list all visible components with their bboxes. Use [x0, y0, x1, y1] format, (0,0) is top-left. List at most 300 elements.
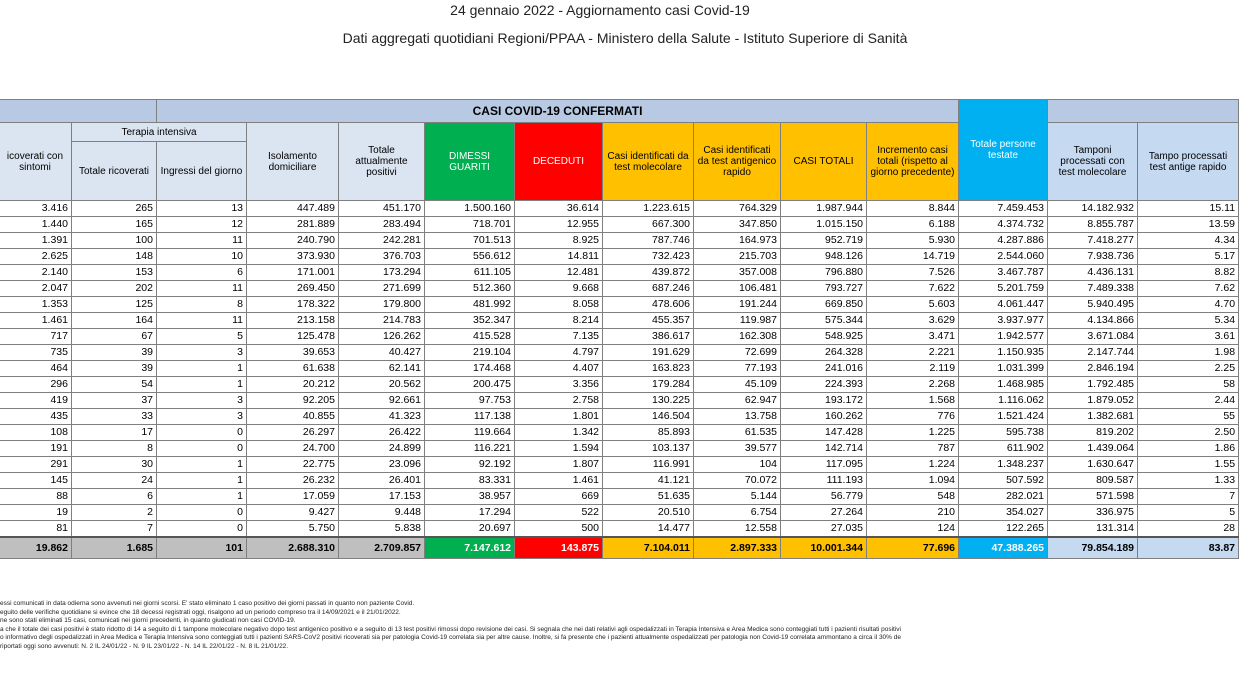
table-cell: 1.094	[867, 473, 959, 489]
table-cell: 4.061.447	[959, 297, 1048, 313]
table-cell: 153	[72, 265, 157, 281]
table-cell: 281.889	[247, 217, 339, 233]
table-cell: 20.697	[425, 521, 515, 538]
table-cell: 28	[1138, 521, 1239, 538]
table-cell: 14.811	[515, 249, 603, 265]
table-cell: 419	[0, 393, 72, 409]
table-cell: 1.382.681	[1048, 409, 1138, 425]
table-cell: 213.158	[247, 313, 339, 329]
header-ti-ingressi: Ingressi del giorno	[157, 142, 247, 201]
table-cell: 33	[72, 409, 157, 425]
header-casi-antigenico: Casi identificati da test antigenico rapido	[694, 123, 781, 201]
table-row	[0, 521, 1239, 538]
table-cell: 12.955	[515, 217, 603, 233]
table-cell: 4.436.131	[1048, 265, 1138, 281]
table-cell: 1.801	[515, 409, 603, 425]
table-cell: 119.664	[425, 425, 515, 441]
table-cell: 347.850	[694, 217, 781, 233]
table-cell: 1.568	[867, 393, 959, 409]
table-cell: 119.987	[694, 313, 781, 329]
table-cell: 336.975	[1048, 505, 1138, 521]
table-cell: 809.587	[1048, 473, 1138, 489]
table-cell: 3.61	[1138, 329, 1239, 345]
table-cell: 1.792.485	[1048, 377, 1138, 393]
table-cell: 4.374.732	[959, 217, 1048, 233]
header-ricoverati: icoverati con sintomi	[0, 123, 72, 201]
table-cell: 5.603	[867, 297, 959, 313]
table-cell: 85.893	[603, 425, 694, 441]
footnotes	[0, 600, 1200, 652]
table-row	[0, 345, 1239, 361]
table-cell: 1	[157, 473, 247, 489]
table-cell: 40.427	[339, 345, 425, 361]
table-cell: 1.461	[515, 473, 603, 489]
table-cell: 142.714	[781, 441, 867, 457]
table-cell: 2.846.194	[1048, 361, 1138, 377]
table-cell: 125	[72, 297, 157, 313]
table-cell: 1.594	[515, 441, 603, 457]
total-cell: 47.388.265	[959, 537, 1048, 559]
table-cell: 787	[867, 441, 959, 457]
header-persone-testate: Totale persone testate	[959, 100, 1048, 201]
table-cell: 687.246	[603, 281, 694, 297]
table-cell: 7.135	[515, 329, 603, 345]
table-cell: 214.783	[339, 313, 425, 329]
page-title: 24 gennaio 2022 - Aggiornamento casi Covid-19	[450, 2, 750, 18]
total-cell: 143.875	[515, 537, 603, 559]
table-cell: 9.448	[339, 505, 425, 521]
table-cell: 12.558	[694, 521, 781, 538]
table-cell: 27.264	[781, 505, 867, 521]
table-cell: 11	[157, 313, 247, 329]
table-cell: 611.105	[425, 265, 515, 281]
header-isolamento: Isolamento domiciliare	[247, 123, 339, 201]
table-cell: 5.940.495	[1048, 297, 1138, 313]
table-cell: 171.001	[247, 265, 339, 281]
covid-data-table	[0, 99, 1239, 559]
total-cell: 2.709.857	[339, 537, 425, 559]
table-cell: 571.598	[1048, 489, 1138, 505]
table-cell: 13.758	[694, 409, 781, 425]
table-cell: 4.287.886	[959, 233, 1048, 249]
table-cell: 2.44	[1138, 393, 1239, 409]
table-cell: 4.34	[1138, 233, 1239, 249]
table-cell: 481.992	[425, 297, 515, 313]
table-cell: 100	[72, 233, 157, 249]
total-cell: 2.688.310	[247, 537, 339, 559]
table-cell: 1.879.052	[1048, 393, 1138, 409]
table-cell: 163.823	[603, 361, 694, 377]
table-cell: 2.625	[0, 249, 72, 265]
table-cell: 51.635	[603, 489, 694, 505]
table-cell: 106.481	[694, 281, 781, 297]
table-cell: 415.528	[425, 329, 515, 345]
header-terapia-intensiva: Terapia intensiva	[72, 123, 247, 142]
table-cell: 215.703	[694, 249, 781, 265]
table-cell: 3	[157, 345, 247, 361]
table-cell: 1.55	[1138, 457, 1239, 473]
table-cell: 669.850	[781, 297, 867, 313]
table-cell: 17.059	[247, 489, 339, 505]
table-cell: 507.592	[959, 473, 1048, 489]
table-cell: 265	[72, 201, 157, 217]
table-cell: 45.109	[694, 377, 781, 393]
table-row	[0, 473, 1239, 489]
table-cell: 819.202	[1048, 425, 1138, 441]
table-row	[0, 233, 1239, 249]
table-cell: 2.119	[867, 361, 959, 377]
table-cell: 1.015.150	[781, 217, 867, 233]
table-cell: 7.418.277	[1048, 233, 1138, 249]
header-deceduti: DECEDUTI	[515, 123, 603, 201]
table-total-row	[0, 537, 1239, 559]
table-cell: 1.439.064	[1048, 441, 1138, 457]
table-cell: 4.407	[515, 361, 603, 377]
table-cell: 1.116.062	[959, 393, 1048, 409]
table-cell: 39	[72, 361, 157, 377]
total-cell: 19.862	[0, 537, 72, 559]
table-cell: 240.790	[247, 233, 339, 249]
table-cell: 7	[1138, 489, 1239, 505]
table-cell: 145	[0, 473, 72, 489]
table-row	[0, 201, 1239, 217]
table-cell: 37	[72, 393, 157, 409]
table-cell: 5.750	[247, 521, 339, 538]
table-cell: 61.535	[694, 425, 781, 441]
footnote-line: a che il totale dei casi positivi è stato ridotto di 14 a seguito di 1 tampone molecolare negativo dopo test antigenico positivo e a seguito di 13 test positivi rimossi dopo revisione dei casi. Si segnala che nei dati relativi agli ospedalizzati in Terapia Intensiva e Area Medica sono conteggiati tutti i pazienti risultati positivi	[0, 625, 902, 633]
table-cell: 595.738	[959, 425, 1048, 441]
table-cell: 173.294	[339, 265, 425, 281]
table-cell: 241.016	[781, 361, 867, 377]
table-cell: 178.322	[247, 297, 339, 313]
table-cell: 117.138	[425, 409, 515, 425]
table-cell: 1.440	[0, 217, 72, 233]
table-cell: 12.481	[515, 265, 603, 281]
table-cell: 5.17	[1138, 249, 1239, 265]
table-cell: 191	[0, 441, 72, 457]
table-cell: 160.262	[781, 409, 867, 425]
table-row	[0, 409, 1239, 425]
table-cell: 108	[0, 425, 72, 441]
table-row	[0, 505, 1239, 521]
table-cell: 3.356	[515, 377, 603, 393]
table-cell: 3	[157, 409, 247, 425]
table-cell: 5.930	[867, 233, 959, 249]
table-cell: 1.942.577	[959, 329, 1048, 345]
table-cell: 131.314	[1048, 521, 1138, 538]
table-banner: CASI COVID-19 CONFERMATI	[157, 100, 959, 123]
table-cell: 26.401	[339, 473, 425, 489]
table-cell: 125.478	[247, 329, 339, 345]
table-cell: 11	[157, 281, 247, 297]
table-cell: 2.147.744	[1048, 345, 1138, 361]
footnote-line: essi comunicati in data odierna sono avvenuti nei giorni scorsi. E' stato eliminato 1 caso positivo dei giorni passati in quanto non paziente Covid.	[0, 600, 415, 607]
table-cell: 4.134.866	[1048, 313, 1138, 329]
table-cell: 116.221	[425, 441, 515, 457]
table-cell: 164	[72, 313, 157, 329]
table-cell: 718.701	[425, 217, 515, 233]
table-cell: 1.461	[0, 313, 72, 329]
table-cell: 104	[694, 457, 781, 473]
total-cell: 77.696	[867, 537, 959, 559]
table-cell: 26.422	[339, 425, 425, 441]
table-cell: 373.930	[247, 249, 339, 265]
table-cell: 40.855	[247, 409, 339, 425]
table-cell: 20.212	[247, 377, 339, 393]
table-cell: 111.193	[781, 473, 867, 489]
table-cell: 162.308	[694, 329, 781, 345]
table-cell: 24	[72, 473, 157, 489]
table-cell: 1	[157, 361, 247, 377]
table-cell: 179.800	[339, 297, 425, 313]
table-cell: 2.50	[1138, 425, 1239, 441]
table-cell: 62.141	[339, 361, 425, 377]
total-cell: 10.001.344	[781, 537, 867, 559]
table-cell: 191.244	[694, 297, 781, 313]
table-cell: 732.423	[603, 249, 694, 265]
table-row	[0, 393, 1239, 409]
table-cell: 1.391	[0, 233, 72, 249]
table-cell: 669	[515, 489, 603, 505]
table-cell: 22.775	[247, 457, 339, 473]
table-cell: 455.357	[603, 313, 694, 329]
total-cell: 83.87	[1138, 537, 1239, 559]
table-cell: 4.797	[515, 345, 603, 361]
table-cell: 548.925	[781, 329, 867, 345]
header-ti-totale: Totale ricoverati	[72, 142, 157, 201]
table-row	[0, 457, 1239, 473]
table-row	[0, 361, 1239, 377]
table-cell: 164.973	[694, 233, 781, 249]
table-cell: 948.126	[781, 249, 867, 265]
table-row	[0, 441, 1239, 457]
table-cell: 1.353	[0, 297, 72, 313]
table-cell: 7.526	[867, 265, 959, 281]
table-cell: 77.193	[694, 361, 781, 377]
table-cell: 124	[867, 521, 959, 538]
table-cell: 1.223.615	[603, 201, 694, 217]
table-cell: 2.047	[0, 281, 72, 297]
table-cell: 952.719	[781, 233, 867, 249]
table-cell: 5	[157, 329, 247, 345]
header-dimessi-guariti: DIMESSI GUARITI	[425, 123, 515, 201]
table-cell: 38.957	[425, 489, 515, 505]
table-cell: 23.096	[339, 457, 425, 473]
table-cell: 39.653	[247, 345, 339, 361]
header-incremento: Incremento casi totali (rispetto al giorno precedente)	[867, 123, 959, 201]
table-row	[0, 489, 1239, 505]
table-cell: 224.393	[781, 377, 867, 393]
table-cell: 1.630.647	[1048, 457, 1138, 473]
table-cell: 3.629	[867, 313, 959, 329]
table-cell: 20.562	[339, 377, 425, 393]
footnote-line: ne sono stati eliminati 15 casi, comunicati nei giorni precedenti, in quanto giudicati non casi COVID-19.	[0, 617, 296, 625]
table-cell: 30	[72, 457, 157, 473]
table-cell: 83.331	[425, 473, 515, 489]
table-cell: 19	[0, 505, 72, 521]
total-cell: 101	[157, 537, 247, 559]
table-cell: 447.489	[247, 201, 339, 217]
table-cell: 17	[72, 425, 157, 441]
table-cell: 41.121	[603, 473, 694, 489]
table-cell: 97.753	[425, 393, 515, 409]
table-cell: 1.807	[515, 457, 603, 473]
table-cell: 1.521.424	[959, 409, 1048, 425]
table-cell: 117.095	[781, 457, 867, 473]
table-cell: 92.661	[339, 393, 425, 409]
table-cell: 70.072	[694, 473, 781, 489]
table-cell: 271.699	[339, 281, 425, 297]
table-cell: 2.268	[867, 377, 959, 393]
table-cell: 376.703	[339, 249, 425, 265]
table-row	[0, 265, 1239, 281]
table-cell: 0	[157, 505, 247, 521]
table-cell: 17.153	[339, 489, 425, 505]
total-cell: 7.104.011	[603, 537, 694, 559]
table-cell: 14.182.932	[1048, 201, 1138, 217]
table-cell: 1.225	[867, 425, 959, 441]
table-cell: 126.262	[339, 329, 425, 345]
table-row	[0, 281, 1239, 297]
table-cell: 8	[72, 441, 157, 457]
table-cell: 357.008	[694, 265, 781, 281]
table-cell: 8.82	[1138, 265, 1239, 281]
table-cell: 5.838	[339, 521, 425, 538]
table-cell: 5.201.759	[959, 281, 1048, 297]
table-cell: 548	[867, 489, 959, 505]
table-cell: 5	[1138, 505, 1239, 521]
table-row	[0, 249, 1239, 265]
table-cell: 148	[72, 249, 157, 265]
table-cell: 478.606	[603, 297, 694, 313]
table-cell: 3	[157, 393, 247, 409]
table-cell: 56.779	[781, 489, 867, 505]
table-row	[0, 377, 1239, 393]
table-cell: 12	[157, 217, 247, 233]
table-cell: 282.021	[959, 489, 1048, 505]
table-cell: 1	[157, 457, 247, 473]
table-cell: 67	[72, 329, 157, 345]
table-cell: 5.144	[694, 489, 781, 505]
table-cell: 1.224	[867, 457, 959, 473]
table-cell: 116.991	[603, 457, 694, 473]
table-cell: 36.614	[515, 201, 603, 217]
table-cell: 264.328	[781, 345, 867, 361]
header-tamponi-molecolare: Tamponi processati con test molecolare	[1048, 123, 1138, 201]
table-cell: 6.754	[694, 505, 781, 521]
table-cell: 2.25	[1138, 361, 1239, 377]
table-cell: 3.937.977	[959, 313, 1048, 329]
table-cell: 522	[515, 505, 603, 521]
table-cell: 62.947	[694, 393, 781, 409]
table-row	[0, 425, 1239, 441]
table-cell: 611.902	[959, 441, 1048, 457]
table-cell: 193.172	[781, 393, 867, 409]
table-cell: 1.150.935	[959, 345, 1048, 361]
table-row	[0, 297, 1239, 313]
table-cell: 764.329	[694, 201, 781, 217]
page-subtitle: Dati aggregati quotidiani Regioni/PPAA - Ministero della Salute - Istituto Superiore di Sanità	[342, 30, 908, 46]
table-cell: 210	[867, 505, 959, 521]
table-cell: 1.987.944	[781, 201, 867, 217]
table-cell: 24.899	[339, 441, 425, 457]
table-cell: 269.450	[247, 281, 339, 297]
table-cell: 103.137	[603, 441, 694, 457]
table-cell: 10	[157, 249, 247, 265]
table-cell: 3.471	[867, 329, 959, 345]
table-cell: 7.938.736	[1048, 249, 1138, 265]
footnote-line: o informativo degli ospedalizzati in Area Medica e Terapia Intensiva sono conteggiati tutti i pazienti SARS-CoV2 positivi ricoverati sia per patologia Covid-19 correlata sia per altre cause. Inoltre, si fa presente che i pazienti attualmente ospedalizzati per patologia non Covid-19 correlata ammontano a circa il 30% de	[0, 634, 901, 642]
table-cell: 667.300	[603, 217, 694, 233]
table-cell: 1.33	[1138, 473, 1239, 489]
header-casi-molecolare: Casi identificati da test molecolare	[603, 123, 694, 201]
table-cell: 439.872	[603, 265, 694, 281]
table-cell: 7.489.338	[1048, 281, 1138, 297]
table-cell: 7.62	[1138, 281, 1239, 297]
header-attualmente-positivi: Totale attualmente positivi	[339, 123, 425, 201]
table-cell: 3.416	[0, 201, 72, 217]
table-cell: 200.475	[425, 377, 515, 393]
table-cell: 146.504	[603, 409, 694, 425]
header-casi-totali: CASI TOTALI	[781, 123, 867, 201]
table-cell: 8.058	[515, 297, 603, 313]
table-cell: 27.035	[781, 521, 867, 538]
table-cell: 242.281	[339, 233, 425, 249]
table-cell: 793.727	[781, 281, 867, 297]
table-cell: 9.668	[515, 281, 603, 297]
table-cell: 386.617	[603, 329, 694, 345]
table-cell: 58	[1138, 377, 1239, 393]
table-cell: 7.622	[867, 281, 959, 297]
table-cell: 283.494	[339, 217, 425, 233]
table-cell: 88	[0, 489, 72, 505]
footnote-line: riportati oggi sono avvenuti: N. 2 IL 24/01/22 - N. 9 IL 23/01/22 - N. 14 IL 22/01/22 - N. 8 IL 21/01/22.	[0, 642, 289, 650]
table-cell: 14.477	[603, 521, 694, 538]
table-cell: 296	[0, 377, 72, 393]
table-cell: 435	[0, 409, 72, 425]
table-cell: 1	[157, 489, 247, 505]
table-cell: 7.459.453	[959, 201, 1048, 217]
table-cell: 787.746	[603, 233, 694, 249]
table-row	[0, 313, 1239, 329]
table-cell: 2.544.060	[959, 249, 1048, 265]
table-cell: 1.342	[515, 425, 603, 441]
table-cell: 165	[72, 217, 157, 233]
table-cell: 191.629	[603, 345, 694, 361]
table-cell: 575.344	[781, 313, 867, 329]
table-cell: 13.59	[1138, 217, 1239, 233]
table-cell: 81	[0, 521, 72, 538]
table-cell: 61.638	[247, 361, 339, 377]
table-cell: 556.612	[425, 249, 515, 265]
table-cell: 174.468	[425, 361, 515, 377]
table-cell: 735	[0, 345, 72, 361]
table-cell: 6	[72, 489, 157, 505]
table-cell: 130.225	[603, 393, 694, 409]
table-cell: 717	[0, 329, 72, 345]
table-cell: 0	[157, 521, 247, 538]
total-cell: 1.685	[72, 537, 157, 559]
table-cell: 8.925	[515, 233, 603, 249]
table-cell: 1.468.985	[959, 377, 1048, 393]
table-cell: 26.232	[247, 473, 339, 489]
table-cell: 701.513	[425, 233, 515, 249]
table-cell: 41.323	[339, 409, 425, 425]
table-cell: 796.880	[781, 265, 867, 281]
table-cell: 39	[72, 345, 157, 361]
table-cell: 0	[157, 441, 247, 457]
table-cell: 15.11	[1138, 201, 1239, 217]
